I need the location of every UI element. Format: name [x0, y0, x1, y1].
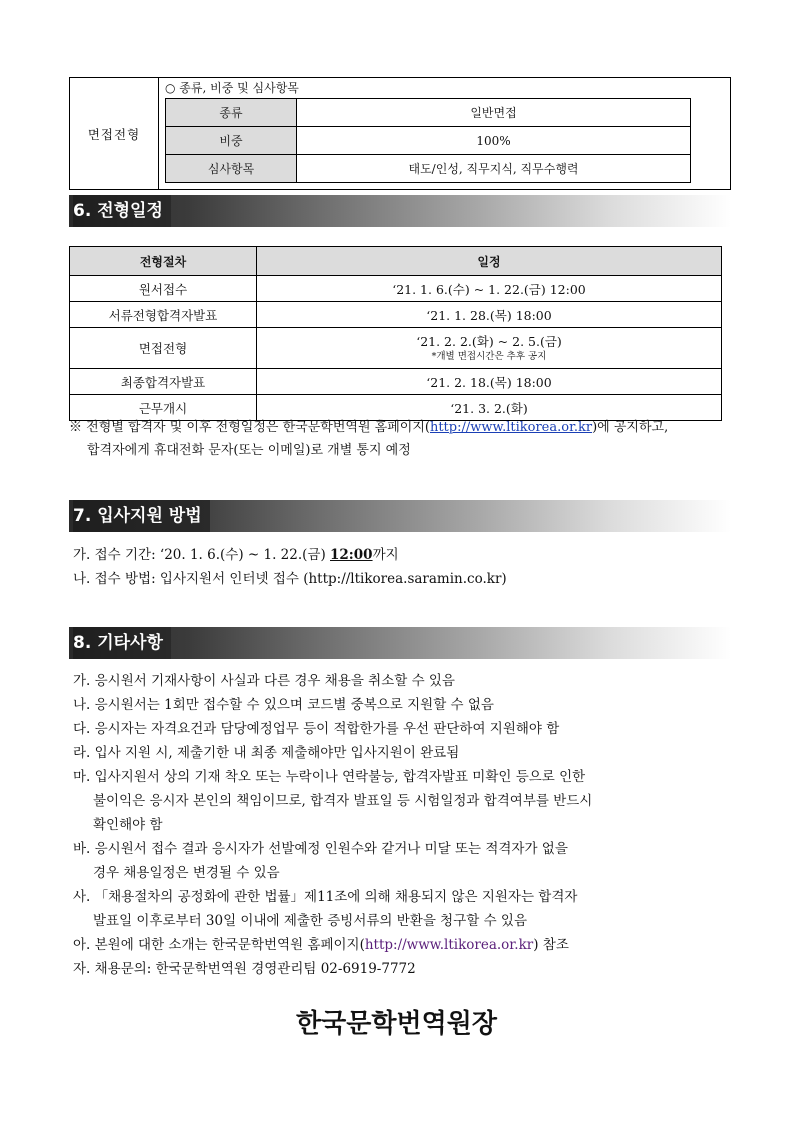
table-row — [166, 99, 691, 127]
interview-criteria-table — [165, 98, 691, 183]
interview-label: 면접전형 — [70, 78, 159, 190]
schedule-step: 근무개시 — [70, 395, 257, 421]
homepage-link[interactable]: http://www.ltikorea.or.kr — [364, 937, 534, 953]
schedule-step: 원서접수 — [70, 276, 257, 302]
interview-heading: ○ 종류, 비중 및 심사항목 — [165, 81, 299, 95]
table-row — [70, 369, 722, 395]
schedule-step: 면접전형 — [70, 328, 257, 369]
criteria-key: 심사항목 — [166, 155, 297, 183]
period-text: 까지 — [372, 547, 399, 563]
homepage-link[interactable]: http://www.ltikorea.or.kr — [429, 420, 593, 435]
schedule-notice-line2: 합격자에게 휴대전화 문자(또는 이메일)로 개별 통지 예정 — [87, 443, 411, 458]
period-text: 가. 접수 기간: ‘20. 1. 6.(수) ~ 1. 22.(금) — [73, 547, 330, 563]
list-item: 바. 응시원서 접수 결과 응시자가 선발예정 인원수와 같거나 미달 또는 적격자가 없을 — [73, 841, 568, 857]
criteria-key: 종류 — [166, 99, 297, 127]
section-6-header — [69, 195, 731, 227]
application-period — [73, 543, 399, 567]
table-row — [166, 127, 691, 155]
criteria-value: 일반면접 — [297, 99, 691, 127]
application-method: 나. 접수 방법: 입사지원서 인터넷 접수 (http://ltikorea.saramin.co.kr) — [73, 571, 507, 587]
list-item-continued: 경우 채용일정은 변경될 수 있음 — [93, 865, 280, 881]
column-header-date: 일정 — [257, 247, 722, 276]
schedule-date: ‘21. 1. 28.(목) 18:00 — [257, 302, 722, 328]
list-item-continued: 불이익은 응시자 본인의 책임이므로, 합격자 발표일 등 시험일정과 합격여부를 반드시 — [93, 793, 593, 809]
schedule-step: 서류전형합격자발표 — [70, 302, 257, 328]
schedule-date: ‘21. 2. 2.(화) ~ 2. 5.(금) — [416, 333, 562, 349]
criteria-key: 비중 — [166, 127, 297, 155]
deadline-time: 12:00 — [330, 547, 373, 563]
schedule-date: ‘21. 2. 18.(목) 18:00 — [257, 369, 722, 395]
section-6-title: 6. 전형일정 — [73, 195, 171, 227]
schedule-date: ‘21. 1. 6.(수) ~ 1. 22.(금) 12:00 — [257, 276, 722, 302]
section-7-title: 7. 입사지원 방법 — [73, 500, 210, 532]
intro-text: 아. 본원에 대한 소개는 한국문학번역원 홈페이지( — [73, 937, 365, 953]
interview-detail-cell — [159, 78, 731, 190]
notice-text: )에 공지하고, — [592, 420, 669, 435]
list-item: 다. 응시자는 자격요건과 담당예정업무 등이 적합한가를 우선 판단하여 지원해야 함 — [73, 721, 560, 737]
notice-text: ※ 전형별 합격자 및 이후 전형일정은 한국문학번역원 홈페이지( — [69, 420, 430, 435]
column-header-step: 전형절차 — [70, 247, 257, 276]
list-item-continued: 확인해야 함 — [93, 817, 163, 833]
list-item — [73, 933, 569, 957]
list-item: 나. 응시원서는 1회만 접수할 수 있으며 코드별 중복으로 지원할 수 없음 — [73, 697, 494, 713]
criteria-value: 태도/인성, 직무지식, 직무수행력 — [297, 155, 691, 183]
schedule-table — [69, 246, 722, 421]
schedule-note: *개별 면접시간은 추후 공지 — [431, 350, 547, 362]
schedule-date: ‘21. 3. 2.(화) — [257, 395, 722, 421]
schedule-date-cell — [257, 328, 722, 369]
list-item: 가. 응시원서 기재사항이 사실과 다른 경우 채용을 취소할 수 있음 — [73, 673, 455, 689]
table-row — [70, 276, 722, 302]
criteria-value: 100% — [297, 127, 691, 155]
section-8-header — [69, 627, 731, 659]
table-row — [70, 328, 722, 369]
schedule-step: 최종합격자발표 — [70, 369, 257, 395]
list-item: 사. 「채용절차의 공정화에 관한 법률」제11조에 의해 채용되지 않은 지원자는 합격자 — [73, 889, 578, 905]
table-row — [166, 155, 691, 183]
section-8-title: 8. 기타사항 — [73, 627, 171, 659]
list-item: 라. 입사 지원 시, 제출기한 내 최종 제출해야만 입사지원이 완료됨 — [73, 745, 460, 761]
intro-text: ) 참조 — [533, 937, 569, 953]
issuer-title: 한국문학번역원장 — [296, 1009, 497, 1039]
schedule-notice — [69, 417, 729, 438]
list-item: 자. 채용문의: 한국문학번역원 경영관리팀 02-6919-7772 — [73, 961, 416, 977]
interview-table — [69, 77, 731, 190]
list-item-continued: 발표일 이후로부터 30일 이내에 제출한 증빙서류의 반환을 청구할 수 있음 — [93, 913, 527, 929]
table-row — [70, 302, 722, 328]
list-item: 마. 입사지원서 상의 기재 착오 또는 누락이나 연락불능, 합격자발표 미확인 등으로 인한 — [73, 769, 586, 785]
table-header-row — [70, 247, 722, 276]
section-7-header — [69, 500, 731, 532]
